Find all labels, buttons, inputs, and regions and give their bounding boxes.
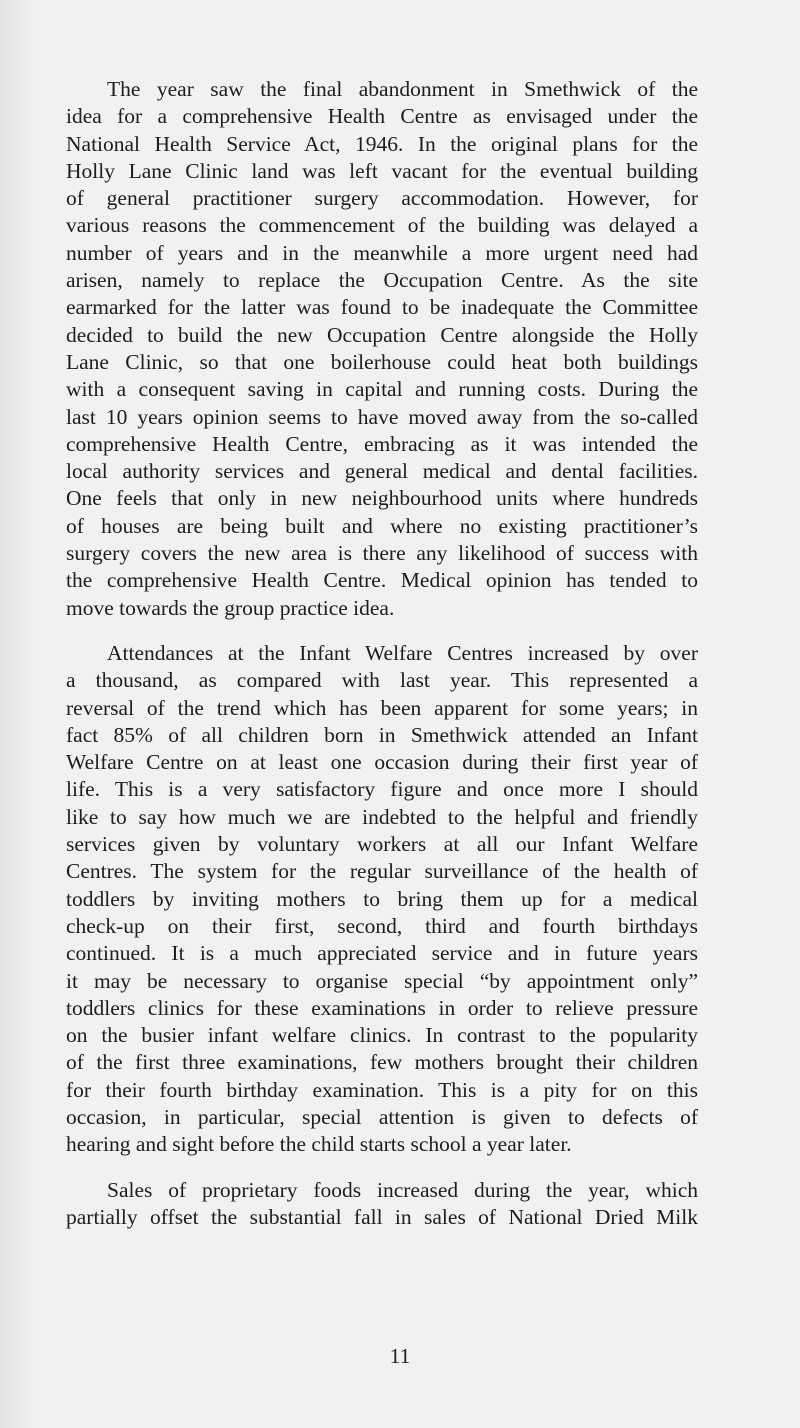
text-line: local authority services and general medical and dental facilities.	[66, 459, 698, 484]
text-line: of general practitioner surgery accommodation. However, for	[66, 186, 698, 211]
text-line: comprehensive Health Centre, embracing as it was intended the	[66, 431, 698, 456]
text-line: a thousand, as compared with last year. This represented a	[66, 668, 698, 693]
text-line: on the busier infant welfare clinics. In contrast to the popularity	[66, 1023, 698, 1048]
text-line: fact 85% of all children born in Smethwick attended an Infant	[66, 722, 698, 747]
text-line: for their fourth birthday examination. This is a pity for on this	[66, 1077, 698, 1102]
scan-page-edge	[0, 0, 36, 1428]
text-line: services given by voluntary workers at all our Infant Welfare	[66, 832, 698, 857]
text-line: arisen, namely to replace the Occupation Centre. As the site	[66, 268, 698, 293]
paragraph-health-centre	[66, 76, 698, 622]
text-line: with a consequent saving in capital and running costs. During the	[66, 377, 698, 402]
text-line: move towards the group practice idea.	[66, 595, 395, 620]
text-line: Welfare Centre on at least one occasion during their first year of	[66, 750, 698, 775]
text-line: surgery covers the new area is there any likelihood of success with	[66, 541, 698, 566]
text-line: Sales of proprietary foods increased during the year, which	[107, 1177, 698, 1202]
text-line: it may be necessary to organise special “by appointment only”	[66, 968, 698, 993]
text-line: Attendances at the Infant Welfare Centres increased by over	[107, 640, 698, 665]
text-line: toddlers clinics for these examinations in order to relieve pressure	[66, 995, 698, 1020]
page-number: 11	[389, 1344, 411, 1368]
text-line: check-up on their first, second, third and fourth birthdays	[66, 913, 698, 938]
text-line: various reasons the commencement of the building was delayed a	[66, 213, 698, 238]
text-line: continued. It is a much appreciated service and in future years	[66, 941, 698, 966]
text-line: National Health Service Act, 1946. In the original plans for the	[66, 131, 698, 156]
text-line: last 10 years opinion seems to have moved away from the so-called	[66, 404, 698, 429]
text-line: life. This is a very satisfactory figure and once more I should	[66, 777, 698, 802]
paragraph-infant-welfare	[66, 640, 698, 1159]
text-line: like to say how much we are indebted to the helpful and friendly	[66, 804, 698, 829]
paragraph-proprietary-foods	[66, 1177, 698, 1232]
text-line: of houses are being built and where no existing practitioner’s	[66, 513, 698, 538]
text-line: occasion, in particular, special attention is given to defects of	[66, 1104, 698, 1129]
text-line: the comprehensive Health Centre. Medical opinion has tended to	[66, 568, 698, 593]
text-line: decided to build the new Occupation Centre alongside the Holly	[66, 322, 698, 347]
text-line: Centres. The system for the regular surveillance of the health of	[66, 859, 698, 884]
text-line: idea for a comprehensive Health Centre as envisaged under the	[66, 104, 698, 129]
text-line: reversal of the trend which has been apparent for some years; in	[66, 695, 698, 720]
text-line: One feels that only in new neighbourhood units where hundreds	[66, 486, 698, 511]
text-line: The year saw the final abandonment in Smethwick of the	[107, 77, 698, 101]
text-line: Holly Lane Clinic land was left vacant for the eventual building	[66, 158, 698, 183]
document-page	[66, 76, 698, 1249]
text-line: partially offset the substantial fall in sales of National Dried Milk	[66, 1204, 698, 1229]
text-line: earmarked for the latter was found to be inadequate the Committee	[66, 295, 698, 320]
text-line: hearing and sight before the child starts school a year later.	[66, 1132, 572, 1157]
text-line: of the first three examinations, few mothers brought their children	[66, 1050, 698, 1075]
text-line: number of years and in the meanwhile a more urgent need had	[66, 240, 698, 265]
text-line: Lane Clinic, so that one boilerhouse could heat both buildings	[66, 349, 698, 374]
text-line: toddlers by inviting mothers to bring them up for a medical	[66, 886, 698, 911]
